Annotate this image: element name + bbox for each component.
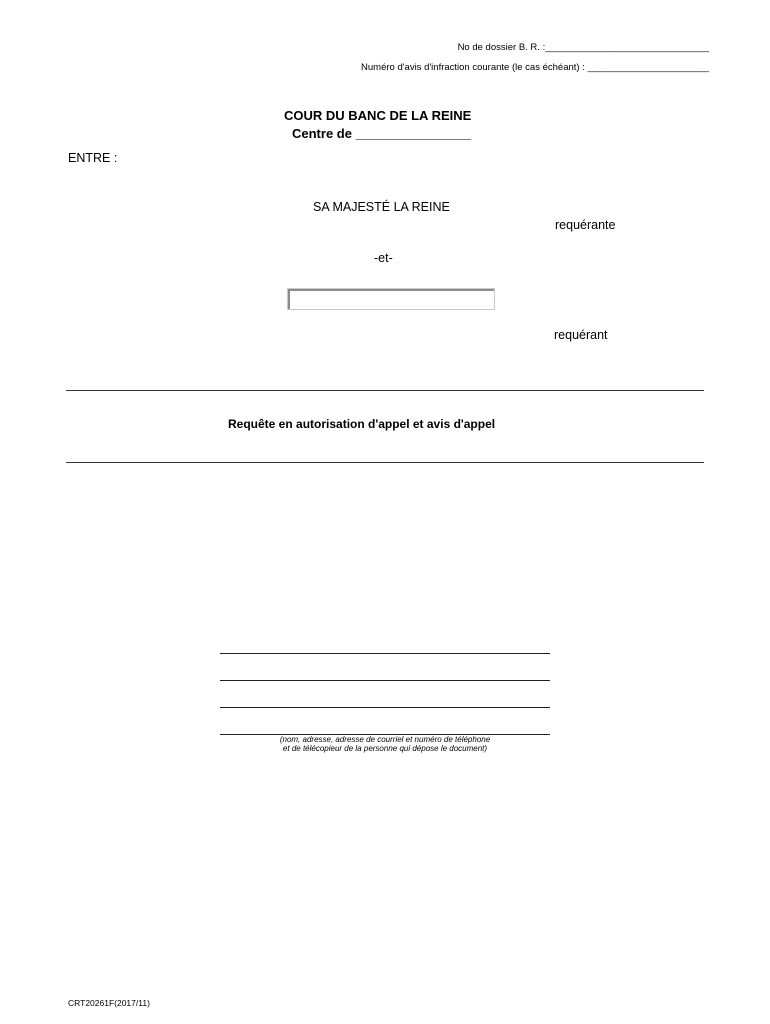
offence-notice-label: Numéro d'avis d'infraction courante (le cas échéant) : _______________________ — [361, 62, 709, 73]
form-code: CRT20261F(2017/11) — [68, 998, 150, 1008]
crown-role: requérante — [555, 218, 616, 232]
filer-caption-line-2: et de télécopieur de la personne qui dépose le document) — [282, 744, 488, 753]
between-label: ENTRE : — [68, 151, 118, 165]
court-name: COUR DU BANC DE LA REINE — [284, 108, 472, 123]
and-separator: -et- — [374, 251, 393, 265]
file-number-label: No de dossier B. R. :_______________________________ — [457, 42, 709, 53]
filer-line-1 — [220, 653, 550, 654]
divider-bottom — [66, 462, 704, 463]
filer-line-3 — [220, 707, 550, 708]
document-title: Requête en autorisation d'appel et avis d'appel — [228, 417, 496, 431]
crown-party: SA MAJESTÉ LA REINE — [313, 200, 450, 214]
filer-caption-line-1: (nom, adresse, adresse de courriel et numéro de téléphone — [279, 735, 491, 744]
respondent-name-field[interactable] — [287, 288, 495, 310]
filer-caption — [220, 735, 550, 753]
divider-top — [66, 390, 704, 391]
filer-line-2 — [220, 680, 550, 681]
respondent-role: requérant — [554, 328, 608, 342]
court-centre: Centre de ________________ — [292, 126, 472, 141]
